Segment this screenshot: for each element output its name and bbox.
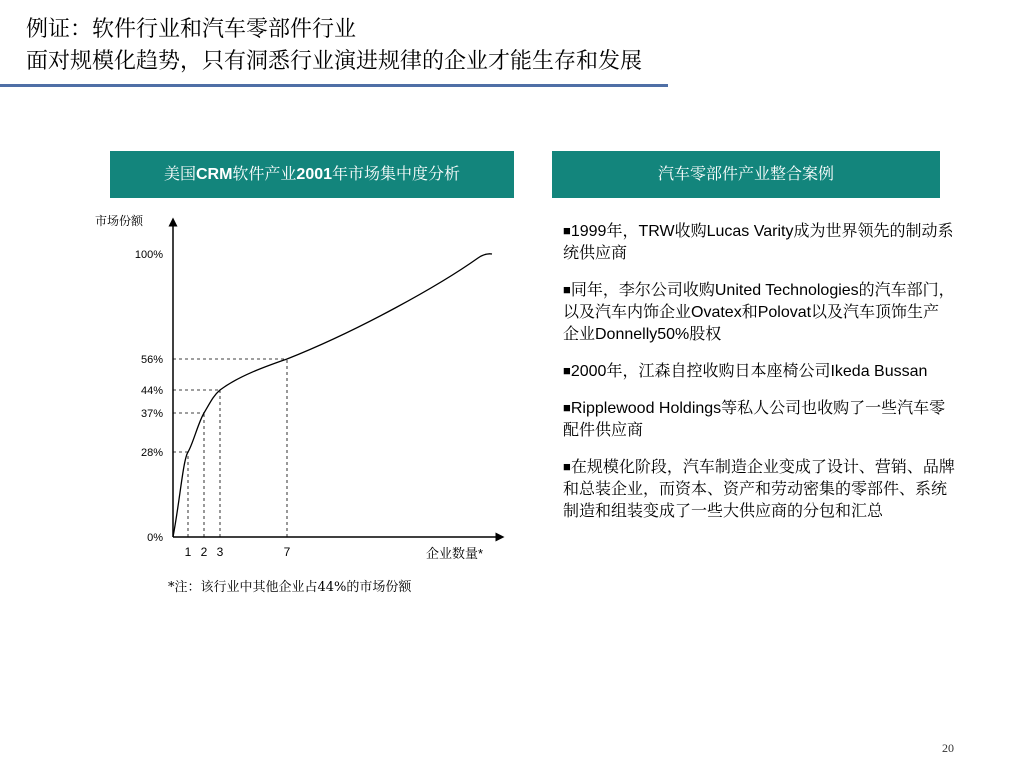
bullet-item [563, 279, 955, 346]
bullet-text: 1999年，TRW收购Lucas Varity成为世界领先的制动系统供应商 [563, 223, 954, 262]
concentration-curve [173, 254, 492, 537]
bullet-square-icon: ■ [563, 459, 571, 474]
title-line-2: 面对规模化趋势，只有洞悉行业演进规律的企业才能生存和发展 [26, 49, 643, 74]
guide-lines [173, 359, 287, 537]
case-bullet-list [563, 220, 955, 537]
bullet-square-icon: ■ [563, 400, 571, 415]
bullet-square-icon: ■ [563, 363, 571, 378]
title-line-1: 例证：软件行业和汽车零部件行业 [26, 17, 357, 42]
page-number: 20 [942, 741, 954, 755]
bullet-text: 同年，李尔公司收购United Technologies的汽车部门，以及汽车内饰企业Ovatex和Polovat以及汽车顶饰生产企业Donnelly50%股权 [563, 282, 955, 343]
title-underline [0, 84, 668, 87]
bullet-text: 2000年，江森自控收购日本座椅公司Ikeda Bussan [570, 363, 928, 380]
bullet-text: 在规模化阶段，汽车制造企业变成了设计、营销、品牌和总装企业，而资本、资产和劳动密集的零部件、系统制造和组装变成了一些大供应商的分包和汇总 [563, 459, 955, 520]
crm-chart-header [110, 151, 514, 198]
y-tick-label: 28% [140, 447, 163, 459]
y-tick-label: 37% [140, 408, 163, 420]
y-tick-label: 0% [147, 532, 163, 544]
bullet-item [563, 360, 955, 383]
bullet-square-icon: ■ [563, 223, 571, 238]
y-tick-labels [135, 249, 163, 544]
header-text-year: 2001 [296, 166, 333, 183]
y-tick-label: 44% [140, 385, 163, 397]
chart-footnote: *注：该行业中其他企业占44%的市场份额 [168, 580, 412, 595]
header-text-pre: 美国 [163, 166, 196, 183]
x-tick-label: 3 [216, 545, 224, 559]
x-axis-label: 企业数量* [426, 546, 484, 561]
bullet-item [563, 220, 955, 265]
header-text-post: 年市场集中度分析 [332, 166, 461, 183]
x-tick-labels [185, 545, 291, 559]
x-tick-label: 1 [184, 545, 192, 559]
y-tick-label: 56% [140, 354, 163, 366]
x-tick-label: 2 [200, 545, 208, 559]
slide-title [26, 14, 642, 78]
bullet-square-icon: ■ [563, 282, 571, 297]
bullet-item [563, 397, 955, 442]
y-axis-label: 市场份额 [95, 214, 144, 228]
header-text-crm: CRM [195, 166, 233, 183]
header-text-mid: 软件产业 [232, 166, 297, 183]
bullet-text: Ripplewood Holdings等私人公司也收购了一些汽车零配件供应商 [563, 400, 946, 439]
y-tick-label: 100% [134, 249, 163, 261]
x-tick-label: 7 [283, 545, 291, 559]
auto-parts-header: 汽车零部件产业整合案例 [552, 151, 940, 198]
bullet-item [563, 456, 955, 523]
